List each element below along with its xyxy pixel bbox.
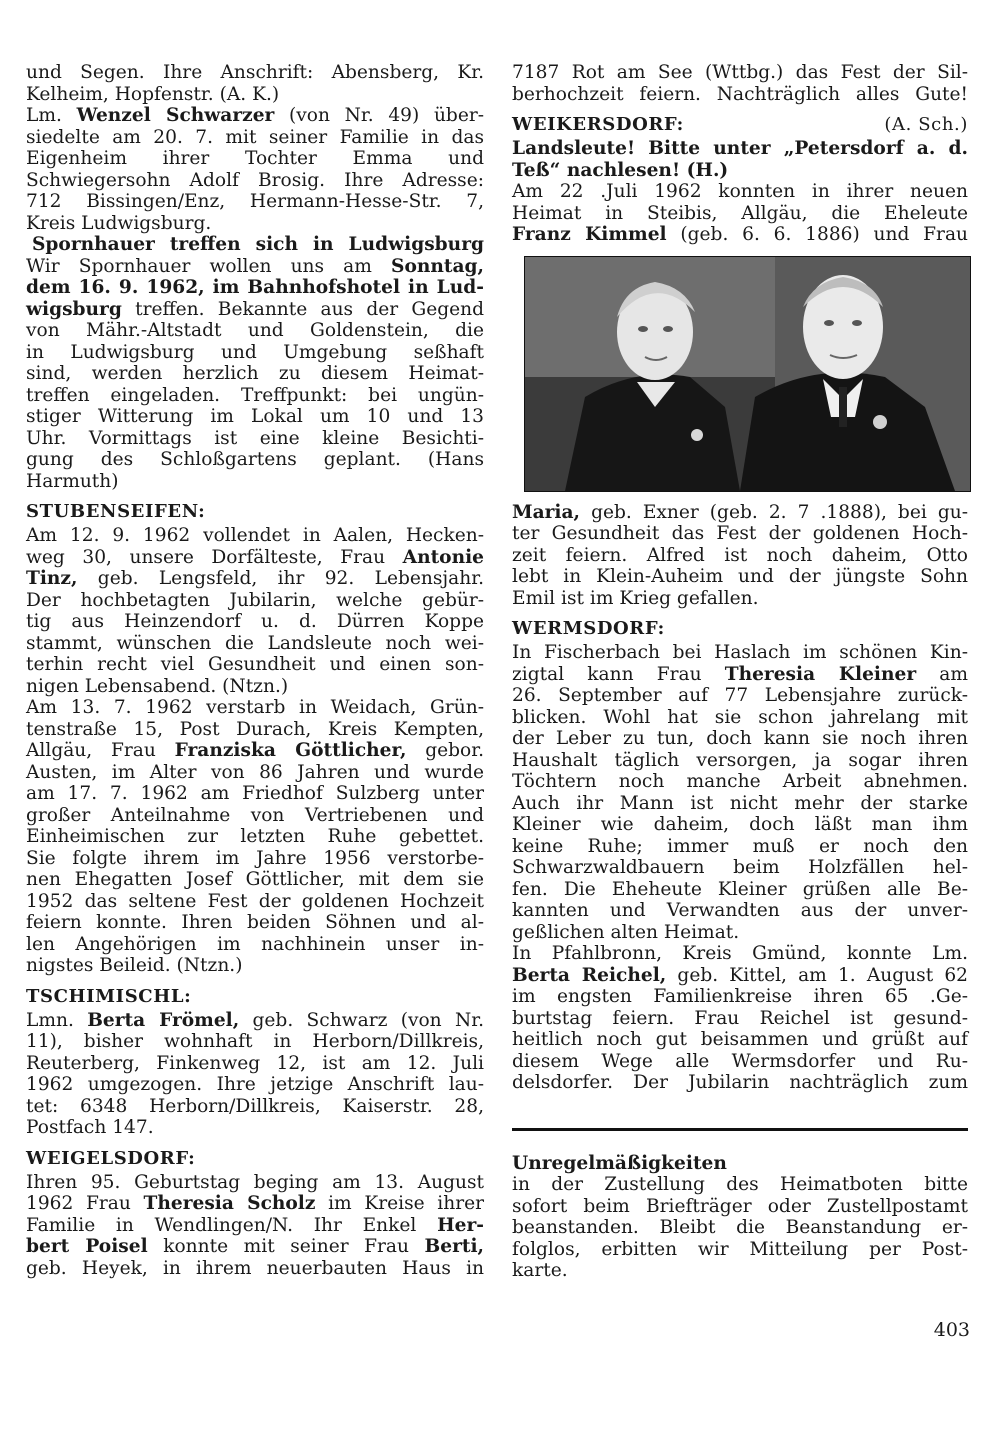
text-line: tet: 6348 Herborn/Dillkreis, Kaiserstr. 28, [26, 1095, 484, 1117]
text-line: Familie in Wendlingen/N. Ihr Enkel Her- [26, 1214, 484, 1236]
text-line: Landsleute! Bitte unter „Petersdorf a. d. [512, 138, 968, 159]
text-line: der Leber zu tun, doch kann sie noch ihren [512, 728, 968, 749]
text-line: und Segen. Ihre Anschrift: Abensberg, Kr. [26, 62, 484, 83]
text-line: beanstanden. Bleibt die Beanstandung er- [512, 1217, 968, 1238]
text-line: tig aus Heinzendorf u. d. Dürren Koppe [26, 611, 484, 632]
author-initials: (A. Sch.) [884, 114, 968, 135]
text-line: sind, werden herzlich zu diesem Heimat- [26, 363, 484, 384]
notice-divider [512, 1128, 968, 1131]
text-line: terhin recht viel Gesundheit und einen son- [26, 654, 484, 675]
text-line: kannten und Verwandten aus der unver- [512, 900, 968, 921]
text-line: stiger Witterung im Lokal um 10 und 13 [26, 406, 484, 427]
text-line: burtstag feiern. Frau Reichel ist gesund- [512, 1007, 968, 1029]
text-line: in Ludwigsburg und Umgebung seßhaft [26, 341, 484, 363]
text-line: siedelte am 20. 7. mit seiner Familie in das [26, 126, 484, 148]
text-line: Uhr. Vormittags ist eine kleine Besichti- [26, 427, 484, 449]
right-column-bottom [512, 502, 968, 1094]
section-heading: WERMSDORF: [512, 618, 665, 639]
text-line: diesem Wege alle Wermsdorfer und Ru- [512, 1050, 968, 1072]
text-line: karte. [512, 1260, 568, 1281]
section-heading: TSCHIMISCHL: [26, 985, 192, 1007]
text-line: Schwarzwaldbauern beim Holzfällen hel- [512, 857, 968, 878]
text-line: stammt, wünschen die Landsleute noch wei- [26, 632, 484, 654]
text-line: lebt in Klein-Auheim und der jüngste Sohn [512, 566, 968, 587]
page-number: 403 [933, 1319, 970, 1341]
text-line: geßlichen alten Heimat. [512, 921, 740, 943]
right-column-top [512, 62, 968, 246]
text-line: treffen eingeladen. Treffpunkt: bei ungün- [26, 384, 484, 406]
text-line: Schwiegersohn Adolf Brosig. Ihre Adresse: [26, 169, 484, 191]
left-column [26, 62, 484, 1279]
text-line: Reuterberg, Finkenweg 12, ist am 12. Juli [26, 1052, 484, 1074]
text-line: Harmuth) [26, 470, 119, 492]
text-line: Maria, geb. Exner (geb. 2. 7 .1888), bei gu- [512, 501, 968, 523]
text-line: 11), bisher wohnhaft in Herborn/Dillkreis, [26, 1031, 484, 1052]
text-line: von Mähr.-Altstadt und Goldenstein, die [26, 320, 484, 341]
text-line: Haushalt täglich versorgen, ja sogar ihren [512, 749, 968, 771]
text-line: Lmn. Berta Frömel, geb. Schwarz (von Nr. [26, 1009, 484, 1031]
text-line: dem 16. 9. 1962, im Bahnhofshotel in Lud- [26, 277, 484, 298]
text-line: Am 12. 9. 1962 vollendet in Aalen, Hecken- [26, 525, 484, 546]
text-line: Kleiner wie daheim, doch läßt man ihm [512, 814, 968, 835]
text-line: Kelheim, Hopfenstr. (A. K.) [26, 83, 280, 105]
text-line: wigsburg treffen. Bekannte aus der Gegend [26, 298, 484, 320]
text-line: Emil ist im Krieg gefallen. [512, 587, 759, 609]
text-line: Postfach 147. [26, 1117, 154, 1138]
text-line: heitlich noch gut beisammen und grüßt auf [512, 1029, 968, 1050]
text-line: ter Gesundheit das Fest der goldenen Hoch- [512, 523, 968, 544]
text-line: Teß“ nachlesen! (H.) [512, 159, 729, 181]
text-line: sofort beim Briefträger oder Zustellpostamt [512, 1195, 968, 1217]
text-line: nen Ehegatten Josef Göttlicher, mit dem sie [26, 869, 484, 890]
text-line: zigtal kann Frau Theresia Kleiner am [512, 663, 968, 685]
text-line: keine Ruhe; immer muß er noch den [512, 835, 968, 857]
text-line: in der Zustellung des Heimatboten bitte [512, 1174, 968, 1195]
section-heading-label: WEIKERSDORF: [512, 114, 684, 135]
text-line: 26. September auf 77 Lebensjahre zurück- [512, 685, 968, 706]
text-line: Tinz, geb. Lengsfeld, ihr 92. Lebensjahr. [26, 568, 484, 589]
text-line: 7187 Rot am See (Wttbg.) das Fest der Sil- [512, 62, 968, 83]
text-line: Wir Spornhauer wollen uns am Sonntag, [26, 255, 484, 277]
text-line: Töchtern noch manche Arbeit abnehmen. [512, 771, 968, 792]
right-column [512, 62, 968, 1282]
text-line: nigstes Beileid. (Ntzn.) [26, 955, 243, 976]
text-line: am 17. 7. 1962 am Friedhof Sulzberg unter [26, 783, 484, 804]
couple-photo [524, 256, 971, 492]
text-line: Heimat in Steibis, Allgäu, die Eheleute [512, 202, 968, 224]
text-line: Allgäu, Frau Franziska Göttlicher, gebor. [26, 740, 484, 761]
text-line: Eigenheim ihrer Tochter Emma und [26, 148, 484, 169]
text-line: folglos, erbitten wir Mitteilung per Post- [512, 1238, 968, 1260]
text-line: fen. Die Eheheute Kleiner grüßen alle Be- [512, 878, 968, 900]
section-heading [512, 114, 968, 135]
text-line: Ihren 95. Geburtstag beging am 13. August [26, 1171, 484, 1193]
text-line: Lm. Wenzel Schwarzer (von Nr. 49) über- [26, 105, 485, 126]
section-heading: WEIGELSDORF: [26, 1147, 196, 1169]
text-line: geb. Heyek, in ihrem neuerbauten Haus in [26, 1257, 484, 1279]
text-line: Austen, im Alter von 86 Jahren und wurde [26, 761, 484, 783]
text-line: weg 30, unsere Dorfälteste, Frau Antonie [26, 546, 484, 568]
text-line: Sie folgte ihrem im Jahre 1956 verstorbe- [26, 847, 484, 869]
text-line: feiern konnte. Ihren beiden Söhnen und al- [26, 912, 484, 933]
text-line: blicken. Wohl hat sie schon jahrelang mit [512, 706, 968, 728]
text-line: 1962 umgezogen. Ihre jetzige Anschrift lau- [26, 1074, 484, 1095]
text-line: 1952 das seltene Fest der goldenen Hochzeit [26, 890, 484, 912]
text-line: len Angehörigen im nachhinein unser in- [26, 933, 484, 955]
text-line: zeit feiern. Alfred ist noch daheim, Otto [512, 544, 968, 566]
delivery-notice [512, 1153, 968, 1282]
notice-title: Unregelmäßigkeiten [512, 1152, 727, 1174]
text-line: nigen Lebensabend. (Ntzn.) [26, 675, 289, 697]
text-line: großer Anteilnahme von Vertriebenen und [26, 804, 484, 826]
text-line: bert Poisel konnte mit seiner Frau Berti, [26, 1236, 484, 1257]
text-line: tenstraße 15, Post Durach, Kreis Kempten, [26, 718, 484, 740]
text-line: Der hochbetagten Jubilarin, welche gebür- [26, 589, 484, 611]
text-line: Am 13. 7. 1962 verstarb in Weidach, Grün- [26, 697, 484, 718]
couple-portrait-icon [525, 257, 970, 491]
text-line: In Pfahlbronn, Kreis Gmünd, konnte Lm. [512, 943, 968, 964]
text-line: berhochzeit feiern. Nachträglich alles Gute! [512, 83, 968, 105]
text-line: Spornhauer treffen sich in Ludwigsburg [32, 234, 484, 255]
text-line: Kreis Ludwigsburg. [26, 212, 212, 234]
text-line: Einheimischen zur letzten Ruhe gebettet. [26, 826, 484, 847]
text-line: Berta Reichel, geb. Kittel, am 1. August 62 [512, 964, 968, 986]
text-line: Auch ihr Mann ist nicht mehr der starke [512, 792, 968, 814]
text-line: Am 22 .Juli 1962 konnten in ihrer neuen [512, 181, 968, 202]
text-line: 712 Bissingen/Enz, Hermann-Hesse-Str. 7, [26, 191, 484, 212]
text-line: gung des Schloßgartens geplant. (Hans [26, 449, 484, 470]
text-line: delsdorfer. Der Jubilarin nachträglich zum [512, 1072, 968, 1093]
section-heading: STUBENSEIFEN: [26, 501, 206, 522]
text-line: im engsten Familienkreise ihren 65 .Ge- [512, 986, 968, 1007]
text-line: In Fischerbach bei Haslach im schönen Kin- [512, 642, 968, 663]
text-line: 1962 Frau Theresia Scholz im Kreise ihrer [26, 1193, 484, 1214]
text-line: Franz Kimmel (geb. 6. 6. 1886) und Frau [512, 224, 968, 245]
